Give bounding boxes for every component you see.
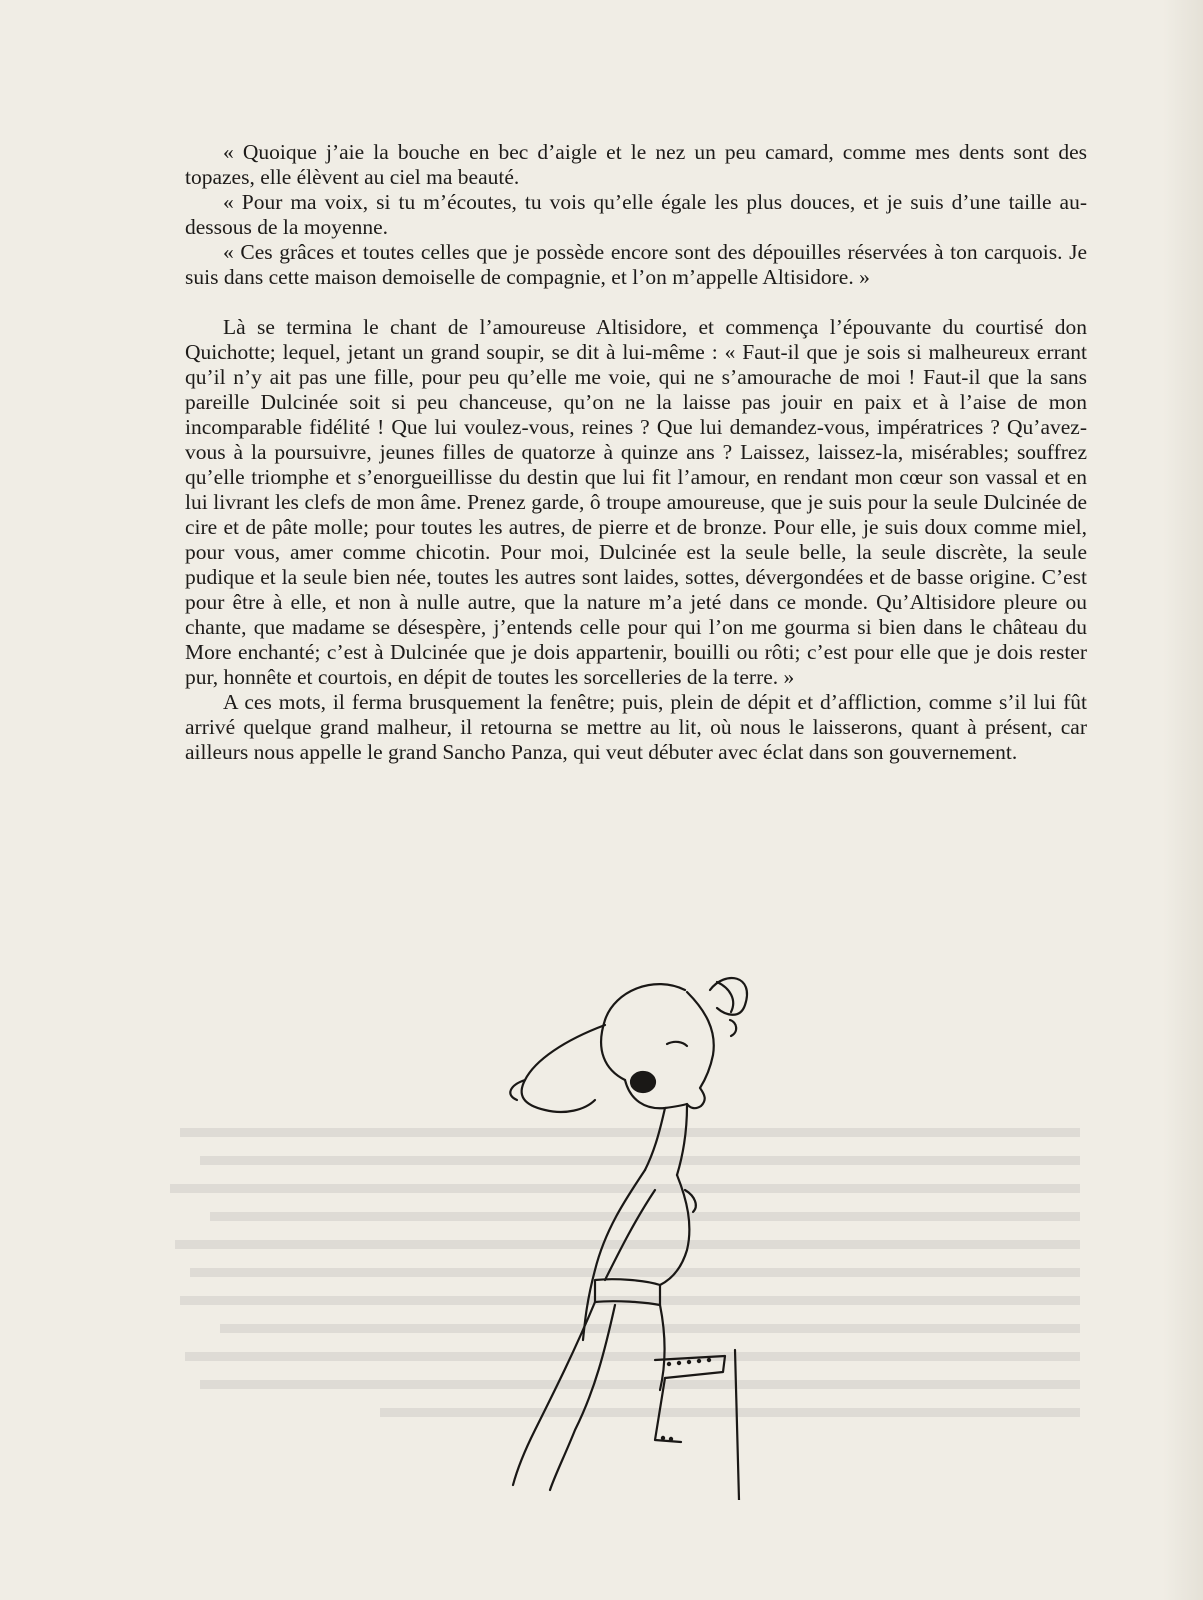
right-edge-line xyxy=(735,1350,739,1500)
right-leg xyxy=(660,1305,665,1390)
ink-sketch-illustration xyxy=(455,960,785,1500)
neck xyxy=(677,1106,687,1175)
paragraph: « Pour ma voix, si tu m’écoutes, tu vois qu’elle égale les plus douces, et je suis d’une taille au-dessous de la moyenne. xyxy=(185,190,1087,239)
hair-stroke xyxy=(717,982,733,1012)
page-edge-shadow xyxy=(1163,0,1203,1600)
garment-hem xyxy=(655,1356,725,1378)
paragraph: A ces mots, il ferma brusquement la fenêtre; puis, plein de dépit et d’affliction, comme s’il lui fût arrivé quelque grand malheur, il retourna se mettre au lit, où nous le laisserons, quant à présent, car ailleurs nous appelle le grand Sancho Panza, qui veut débuter avec éclat dans son gouvernement. xyxy=(185,690,1087,764)
head-outline xyxy=(601,984,685,1080)
face-profile xyxy=(687,992,714,1108)
paragraph: Là se termina le chant de l’amoureuse Altisidore, et commença l’épouvante du courtisé don Quichotte; lequel, jetant un grand soupir, se dit à lui-même : « Faut-il que je sois si malheureux errant qu’il n’y ait pas une fille, pour peu qu’elle me voie, qui ne s’amourache de moi ! Faut-il que la sans pareille Dulcinée soit si peu chanceuse, qu’on ne la laisse pas jouir en paix et à l’aise de mon incomparable fidélité ! Que lui voulez-vous, reines ? Que lui demandez-vous, impératrices ? Qu’avez-vous à la poursuivre, jeunes filles de quatorze à quinze ans ? Laissez, laissez-la, misérables; souffrez qu’elle triomphe et s’enorgueillisse du destin que lui fit l’amour, en rendant mon cœur son vassal et en lui livrant les clefs de mon âme. Prenez garde, ô troupe amoureuse, que je suis pour la seule Dulcinée de cire et de pâte molle; pour toutes les autres, de pierre et de bronze. Pour elle, je suis doux comme miel, pour vous, amer comme chicotin. Pour moi, Dulcinée est la seule belle, la seule discrète, la seule pudique et la seule bien née, toutes les autres sont laides, sottes, dévergondées et de basse origine. C’est pour être à elle, et non à nulle autre, que la nature m’a jeté dans ce monde. Qu’Altisidore pleure ou chante, que madame se désespère, j’entends celle pour qui l’on me gourma si bien dans le château du More enchanté; c’est à Dulcinée que je dois appartenir, bouilli ou rôti; c’est pour elle que je dois rester pur, honnête et courtois, en dépit de toutes les sorcelleries de la terre. » xyxy=(185,315,1087,689)
waistband xyxy=(595,1279,660,1305)
eye xyxy=(667,1042,687,1046)
hair-stroke xyxy=(710,978,747,1015)
buttons xyxy=(661,1358,711,1441)
ear xyxy=(730,1020,736,1036)
left-leg xyxy=(513,1302,595,1485)
torso-left xyxy=(583,1170,645,1340)
mouth xyxy=(631,1072,655,1092)
lower-arm xyxy=(605,1190,655,1280)
paragraph: « Ces grâces et toutes celles que je possède encore sont des dépouilles réservées à ton carquois. Je suis dans cette maison demoiselle de compagnie, et l’on m’appelle Altisidore. » xyxy=(185,240,1087,289)
torso-right xyxy=(660,1175,689,1285)
paragraph: « Quoique j’aie la bouche en bec d’aigle et le nez un peu camard, comme mes dents sont des topazes, elle élèvent au ciel ma beauté. xyxy=(185,140,1087,189)
raised-arm xyxy=(522,1025,605,1112)
neck xyxy=(645,1108,665,1170)
body-text xyxy=(185,140,1087,765)
garment-side xyxy=(655,1378,681,1442)
